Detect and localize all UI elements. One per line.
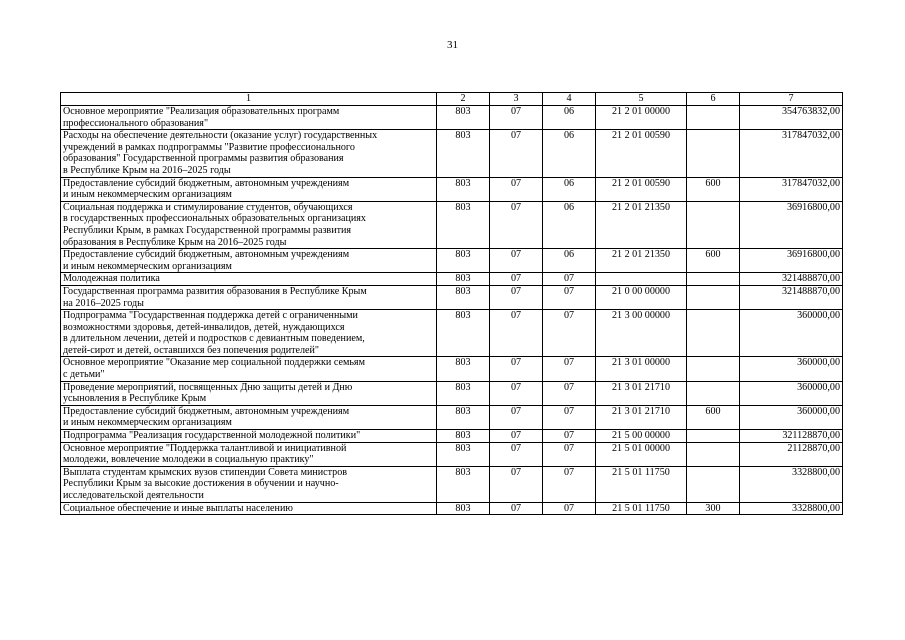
expense-type-code-cell xyxy=(687,310,740,357)
table-row xyxy=(61,285,843,309)
subsection-code-cell: 07 xyxy=(543,502,596,515)
table-row xyxy=(61,273,843,286)
subsection-code-cell: 06 xyxy=(543,177,596,201)
table-row xyxy=(61,357,843,381)
amount-cell: 360000,00 xyxy=(740,357,843,381)
ministry-code-cell: 803 xyxy=(437,502,490,515)
expense-type-code-cell xyxy=(687,381,740,405)
table-row xyxy=(61,442,843,466)
row-name-cell: Расходы на обеспечение деятельности (оказание услуг) государственных учреждений в рамках подпрограммы "Развитие профессионального образования" Государственной программы развития образования в Республике Крым на 2016–2025 годы xyxy=(61,130,437,177)
row-name-cell: Предоставление субсидий бюджетным, автономным учреждениям и иным некоммерческим организациям xyxy=(61,249,437,273)
ministry-code-cell: 803 xyxy=(437,466,490,502)
section-code-cell: 07 xyxy=(490,442,543,466)
subsection-code-cell: 07 xyxy=(543,466,596,502)
subsection-code-cell: 07 xyxy=(543,405,596,429)
table-row xyxy=(61,249,843,273)
header-cell-5: 5 xyxy=(596,93,687,106)
page-number: 31 xyxy=(447,39,458,51)
table-row xyxy=(61,177,843,201)
target-article-code-cell: 21 3 00 00000 xyxy=(596,310,687,357)
amount-cell: 360000,00 xyxy=(740,310,843,357)
amount-cell: 36916800,00 xyxy=(740,201,843,248)
ministry-code-cell: 803 xyxy=(437,310,490,357)
ministry-code-cell: 803 xyxy=(437,381,490,405)
section-code-cell: 07 xyxy=(490,466,543,502)
row-name-cell: Выплата студентам крымских вузов стипендии Совета министров Республики Крым за высокие достижения в обучении и научно- исследовательской деятельности xyxy=(61,466,437,502)
ministry-code-cell: 803 xyxy=(437,430,490,443)
section-code-cell: 07 xyxy=(490,405,543,429)
row-name-cell: Проведение мероприятий, посвященных Дню защиты детей и Дню усыновления в Республике Крым xyxy=(61,381,437,405)
row-name-cell: Молодежная политика xyxy=(61,273,437,286)
row-name-cell: Предоставление субсидий бюджетным, автономным учреждениям и иным некоммерческим организациям xyxy=(61,177,437,201)
expense-type-code-cell xyxy=(687,285,740,309)
ministry-code-cell: 803 xyxy=(437,249,490,273)
section-code-cell: 07 xyxy=(490,177,543,201)
table-row xyxy=(61,430,843,443)
ministry-code-cell: 803 xyxy=(437,201,490,248)
row-name-cell: Основное мероприятие "Поддержка талантливой и инициативной молодежи, вовлечение молодежи в социальную практику" xyxy=(61,442,437,466)
row-name-cell: Подпрограмма "Государственная поддержка детей с ограниченными возможностями здоровья, детей-инвалидов, детей, нуждающихся в длительном лечении, детей и подростков с девиантным поведением, детей-сирот и детей, оставшихся без попечения родителей" xyxy=(61,310,437,357)
amount-cell: 321128870,00 xyxy=(740,430,843,443)
ministry-code-cell: 803 xyxy=(437,357,490,381)
subsection-code-cell: 06 xyxy=(543,201,596,248)
table-row xyxy=(61,405,843,429)
amount-cell: 21128870,00 xyxy=(740,442,843,466)
target-article-code-cell: 21 5 01 11750 xyxy=(596,466,687,502)
section-code-cell: 07 xyxy=(490,502,543,515)
amount-cell: 36916800,00 xyxy=(740,249,843,273)
ministry-code-cell: 803 xyxy=(437,130,490,177)
target-article-code-cell: 21 5 01 11750 xyxy=(596,502,687,515)
section-code-cell: 07 xyxy=(490,249,543,273)
table-row xyxy=(61,130,843,177)
expense-type-code-cell xyxy=(687,130,740,177)
amount-cell: 321488870,00 xyxy=(740,285,843,309)
header-cell-6: 6 xyxy=(687,93,740,106)
table-row xyxy=(61,201,843,248)
target-article-code-cell: 21 2 01 00000 xyxy=(596,106,687,130)
ministry-code-cell: 803 xyxy=(437,405,490,429)
amount-cell: 360000,00 xyxy=(740,405,843,429)
header-cell-3: 3 xyxy=(490,93,543,106)
section-code-cell: 07 xyxy=(490,310,543,357)
table-header-row xyxy=(61,93,843,106)
amount-cell: 360000,00 xyxy=(740,381,843,405)
budget-table xyxy=(60,92,843,515)
target-article-code-cell: 21 2 01 21350 xyxy=(596,249,687,273)
ministry-code-cell: 803 xyxy=(437,106,490,130)
target-article-code-cell: 21 3 01 21710 xyxy=(596,381,687,405)
header-cell-4: 4 xyxy=(543,93,596,106)
ministry-code-cell: 803 xyxy=(437,273,490,286)
section-code-cell: 07 xyxy=(490,357,543,381)
expense-type-code-cell xyxy=(687,201,740,248)
target-article-code-cell: 21 2 01 00590 xyxy=(596,130,687,177)
amount-cell: 317847032,00 xyxy=(740,177,843,201)
amount-cell: 354763832,00 xyxy=(740,106,843,130)
row-name-cell: Государственная программа развития образования в Республике Крым на 2016–2025 годы xyxy=(61,285,437,309)
section-code-cell: 07 xyxy=(490,273,543,286)
section-code-cell: 07 xyxy=(490,285,543,309)
ministry-code-cell: 803 xyxy=(437,285,490,309)
row-name-cell: Социальная поддержка и стимулирование студентов, обучающихся в государственных профессиональных образовательных организациях Республики Крым, в рамках Государственной программы развития образования в Республике Крым на 2016–2025 годы xyxy=(61,201,437,248)
target-article-code-cell: 21 2 01 00590 xyxy=(596,177,687,201)
amount-cell: 3328800,00 xyxy=(740,466,843,502)
table-row xyxy=(61,502,843,515)
section-code-cell: 07 xyxy=(490,430,543,443)
expense-type-code-cell xyxy=(687,430,740,443)
row-name-cell: Социальное обеспечение и иные выплаты населению xyxy=(61,502,437,515)
target-article-code-cell: 21 5 01 00000 xyxy=(596,442,687,466)
ministry-code-cell: 803 xyxy=(437,442,490,466)
subsection-code-cell: 07 xyxy=(543,357,596,381)
expense-type-code-cell: 600 xyxy=(687,405,740,429)
section-code-cell: 07 xyxy=(490,381,543,405)
expense-type-code-cell xyxy=(687,106,740,130)
subsection-code-cell: 07 xyxy=(543,430,596,443)
target-article-code-cell: 21 5 00 00000 xyxy=(596,430,687,443)
subsection-code-cell: 07 xyxy=(543,381,596,405)
section-code-cell: 07 xyxy=(490,201,543,248)
subsection-code-cell: 07 xyxy=(543,442,596,466)
row-name-cell: Основное мероприятие "Оказание мер социальной поддержки семьям с детьми" xyxy=(61,357,437,381)
expense-type-code-cell xyxy=(687,273,740,286)
table-row xyxy=(61,381,843,405)
row-name-cell: Подпрограмма "Реализация государственной молодежной политики" xyxy=(61,430,437,443)
table-row xyxy=(61,106,843,130)
header-cell-2: 2 xyxy=(437,93,490,106)
expense-type-code-cell xyxy=(687,357,740,381)
subsection-code-cell: 07 xyxy=(543,310,596,357)
target-article-code-cell: 21 3 01 21710 xyxy=(596,405,687,429)
header-cell-1: 1 xyxy=(61,93,437,106)
expense-type-code-cell xyxy=(687,466,740,502)
amount-cell: 317847032,00 xyxy=(740,130,843,177)
subsection-code-cell: 07 xyxy=(543,285,596,309)
subsection-code-cell: 06 xyxy=(543,106,596,130)
amount-cell: 321488870,00 xyxy=(740,273,843,286)
subsection-code-cell: 07 xyxy=(543,273,596,286)
target-article-code-cell: 21 3 01 00000 xyxy=(596,357,687,381)
target-article-code-cell xyxy=(596,273,687,286)
target-article-code-cell: 21 2 01 21350 xyxy=(596,201,687,248)
table-row xyxy=(61,466,843,502)
section-code-cell: 07 xyxy=(490,106,543,130)
table-row xyxy=(61,310,843,357)
amount-cell: 3328800,00 xyxy=(740,502,843,515)
expense-type-code-cell xyxy=(687,442,740,466)
row-name-cell: Предоставление субсидий бюджетным, автономным учреждениям и иным некоммерческим организациям xyxy=(61,405,437,429)
subsection-code-cell: 06 xyxy=(543,130,596,177)
section-code-cell: 07 xyxy=(490,130,543,177)
expense-type-code-cell: 600 xyxy=(687,177,740,201)
expense-type-code-cell: 300 xyxy=(687,502,740,515)
expense-type-code-cell: 600 xyxy=(687,249,740,273)
subsection-code-cell: 06 xyxy=(543,249,596,273)
row-name-cell: Основное мероприятие "Реализация образовательных программ профессионального образования" xyxy=(61,106,437,130)
header-cell-7: 7 xyxy=(740,93,843,106)
target-article-code-cell: 21 0 00 00000 xyxy=(596,285,687,309)
ministry-code-cell: 803 xyxy=(437,177,490,201)
